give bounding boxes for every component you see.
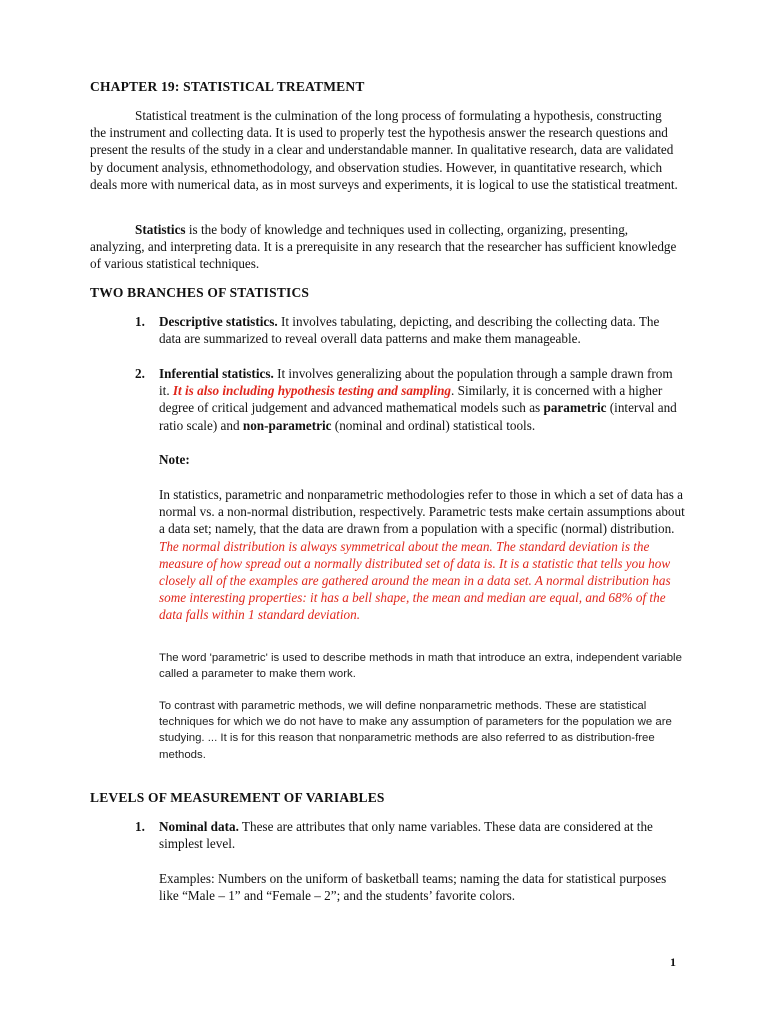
branch-2-term: Inferential statistics. [159,366,274,381]
branch-1-item [159,313,679,347]
note-paragraph [159,486,687,624]
note-paragraph-red-text: The normal distribution is always symmetrical about the mean. The standard deviation is the measure of how spread out a normally distributed set of data is. It is a statistic that tells you how closely all of the examples are gathered around the mean in a data set. A normal distribution has some interesting properties: it has a bell shape, the mean and median are equal, and 68% of the data falls within 1 standard deviation. [159,538,671,623]
branch-1-text: It involves tabulating, depicting, and describing the collecting data. The data are summarized to reveal overall data patterns and make them manageable. [159,314,660,347]
level-1-item [159,818,679,852]
intro-paragraph-text: Statistical treatment is the culmination of the long process of formulating a hypothesis, constructing the instrument and collecting data. It is used to properly test the hypothesis answer the research questions and present the results of the study in a clear and understandable manner. In qualitative research, data are validated by document analysis, ethnomethodology, and observation studies. However, in quantitative research, which deals more with numerical data, as in most surveys and experiments, it is logical to use the statistical treatment. [90,108,678,192]
branch-1-number: 1. [135,314,145,329]
branches-heading: TWO BRANCHES OF STATISTICS [90,285,310,300]
statistics-definition-paragraph [90,221,680,273]
branch-2-text-middle: . Similarly, it is concerned with a higher degree of critical judgement and advanced mathematical models such as [159,383,663,416]
nonparametric-term: non-parametric [242,417,332,433]
branch-1-term: Descriptive statistics. [159,314,278,329]
branch-2-text-param: (interval and ratio scale) and [159,400,677,433]
parametric-word-paragraph: The word 'parametric' is used to describe methods in math that introduce an extra, independent variable called a parameter to make them work. [159,652,682,681]
level-1-text: These are attributes that only name variables. These data are considered at the simplest level. [159,819,653,852]
chapter-title: CHAPTER 19: STATISTICAL TREATMENT [90,79,365,94]
note-label: Note: [159,452,190,467]
branch-2-text-end: (nominal and ordinal) statistical tools. [331,417,536,433]
level-1-term: Nominal data. [159,819,239,834]
branch-2-text-before: It involves generalizing about the population through a sample drawn from it. [159,366,673,399]
note-paragraph-text: In statistics, parametric and nonparametric methodologies refer to those in which a set of data has a normal vs. a non-normal distribution, respectively. Parametric tests make certain assumptions about a data set; namely, that the data are drawn from a population with a specific (normal) distribution. [159,487,685,537]
statistics-term: Statistics [135,222,186,237]
page-number: 1 [670,955,676,969]
nonparametric-paragraph: To contrast with parametric methods, we will define nonparametric methods. These are statistical techniques for which we do not have to make any assumption of parameters for the population we are studying. ... It is for this reason that nonparametric methods are also referred to as distribution-free methods. [159,700,672,761]
branch-2-highlight: It is also including hypothesis testing and sampling [172,383,452,399]
branch-2-number: 2. [135,366,145,381]
statistics-definition-text: is the body of knowledge and techniques used in collecting, organizing, presenting, analyzing, and interpreting data. It is a prerequisite in any research that the researcher has sufficient knowledge of various statistical techniques. [90,222,677,272]
levels-heading: LEVELS OF MEASUREMENT OF VARIABLES [90,790,385,805]
level-1-number: 1. [135,819,145,834]
parametric-term: parametric [543,400,607,416]
intro-paragraph [90,107,680,193]
branch-2-item [159,365,679,434]
level-1-examples: Examples: Numbers on the uniform of basketball teams; naming the data for statistical purposes like “Male – 1” and “Female – 2”; and the students’ favorite colors. [159,871,667,904]
